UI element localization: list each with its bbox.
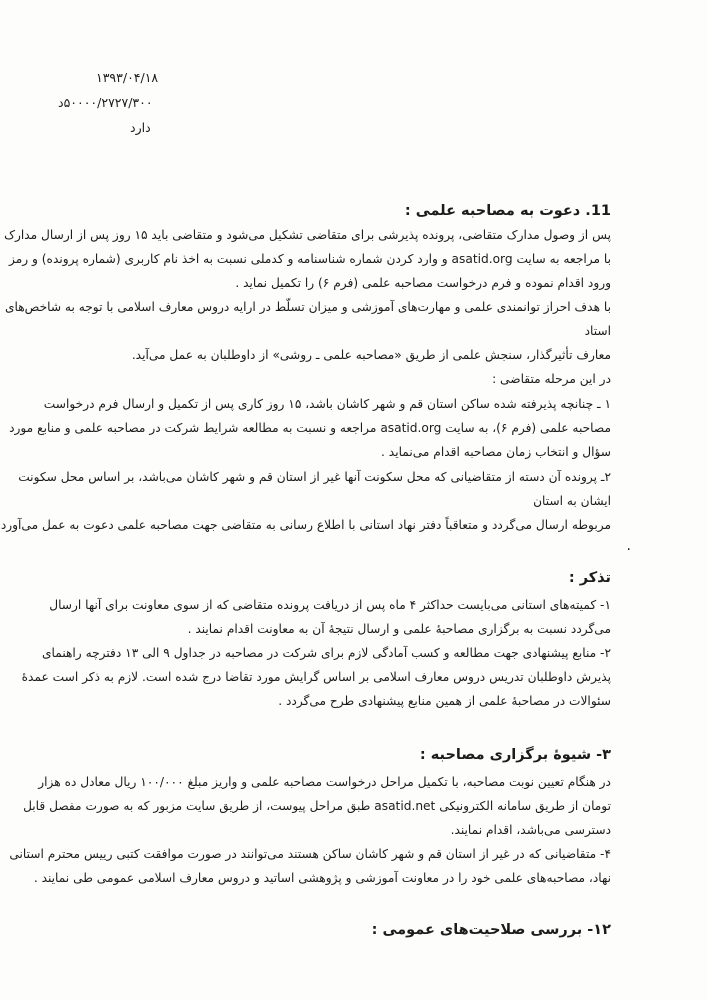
note-line: ۱- کمیته‌های استانی می‌بایست حداکثر ۴ ماه پس از دریافت پرونده متقاضی که از سوی معاونت برای آنها ارسال bbox=[49, 598, 611, 612]
header-amount: ۵۰۰۰۰/۲۷۲۷/۳۰۰د bbox=[58, 95, 153, 110]
note-line: ۲- منابع پیشنهادی جهت مطالعه و کسب آمادگی لازم برای شرکت در مصاحبه در جداول ۹ الی ۱۳ دفترچه راهنمای bbox=[42, 646, 611, 660]
header-status: دارد bbox=[130, 120, 151, 135]
section-3-line: ۴- متقاضیانی که در غیر از استان قم و شهر کاشان ساکن هستند می‌توانند در صورت موافقت کتبی رییس محترم استانی bbox=[9, 847, 611, 861]
note-line: سئوالات در مصاحبهٔ علمی از همین منابع پیشنهادی طرح می‌گردد . bbox=[278, 694, 611, 708]
section-3-title: ۳- شیوهٔ برگزاری مصاحبه : bbox=[419, 747, 611, 763]
section-3-line: در هنگام تعیین نوبت مصاحبه، با تکمیل مراحل درخواست مصاحبه علمی و واریز مبلغ ۱۰۰/۰۰۰ ریال معادل ده هزار bbox=[38, 775, 611, 789]
section-11-line: ورود اقدام نموده و فرم درخواست مصاحبه علمی (فرم ۶) را تکمیل نماید . bbox=[235, 276, 611, 290]
section-11-line: مصاحبه علمی (فرم ۶)، به سایت asatid.org مراجعه و نسبت به مطالعه شرایط شرکت در مصاحبه علمی و منابع مورد bbox=[9, 421, 611, 435]
trailing-dot: . bbox=[626, 538, 631, 554]
section-3-line: تومان از طریق سامانه الکترونیکی asatid.net طبق مراحل پیوست، از طریق سایت مزبور که به صورت مفصل قابل bbox=[23, 799, 611, 813]
section-11-title: 11. دعوت به مصاحبه علمی : bbox=[404, 203, 611, 219]
section-11-line: استاد bbox=[584, 324, 611, 338]
section-3-line: نهاد، مصاحبه‌های علمی خود را در معاونت آموزشی و پژوهشی اساتید و دروس معارف اسلامی عمومی طی نمایند . bbox=[33, 871, 611, 885]
section-11-line: ایشان به استان bbox=[533, 494, 611, 508]
section-11-line: با مراجعه به سایت asatid.org و وارد کردن شماره شناسنامه و کدملی نسبت به اخذ نام کاربری (شماره پرونده) و رمز bbox=[9, 252, 611, 266]
section-3-line: دسترسی می‌باشد، اقدام نمایند. bbox=[450, 823, 611, 837]
note-line: پذیرش داوطلبان تدریس دروس معارف اسلامی بر اساس گرایش مورد تقاضا درج شده است. لازم به ذکر است عمدهٔ bbox=[21, 670, 611, 684]
note-title: تذکر : bbox=[568, 570, 611, 586]
section-11-line: معارف تأثیرگذار، سنجش علمی از طریق «مصاحبه علمی ـ روشی» از داوطلبان به عمل می‌آید. bbox=[131, 348, 611, 362]
section-11-line: ۱ ـ چنانچه پذیرفته شده ساکن استان قم و شهر کاشان باشد، ۱۵ روز کاری پس از تکمیل و ارسال فرم درخواست bbox=[43, 397, 611, 411]
section-11-line: با هدف احراز توانمندی علمی و مهارت‌های آموزشی و میزان تسلّط در ارایه دروس معارف اسلامی با توجه به شاخص‌های bbox=[4, 300, 611, 314]
header-date: ۱۳۹۳/۰۴/۱۸ bbox=[96, 70, 159, 85]
section-11-line: پس از وصول مدارک متقاضی، پرونده پذیرشی برای متقاضی تشکیل می‌شود و متقاضی باید ۱۵ روز پس از ارسال مدارک bbox=[4, 228, 611, 242]
section-11-line: مربوطه ارسال می‌گردد و متعاقباً دفتر نهاد استانی با اطلاع رسانی به متقاضی جهت مصاحبه علمی دعوت به عمل می‌آورد bbox=[0, 518, 611, 532]
section-11-line: در این مرحله متقاضی : bbox=[492, 372, 611, 386]
section-12-title: ۱۲- بررسی صلاحیت‌های عمومی : bbox=[371, 922, 611, 938]
section-11-line: سؤال و انتخاب زمان مصاحبه اقدام می‌نماید . bbox=[381, 445, 611, 459]
note-line: می‌گردد نسبت به برگزاری مصاحبهٔ علمی و ارسال نتیجهٔ آن به معاونت اقدام نمایند . bbox=[187, 622, 611, 636]
section-11-line: ۲ـ پرونده آن دسته از متقاضیانی که محل سکونت آنها غیر از استان قم و شهر کاشان می‌باشد، بر اساس محل سکونت bbox=[18, 470, 611, 484]
